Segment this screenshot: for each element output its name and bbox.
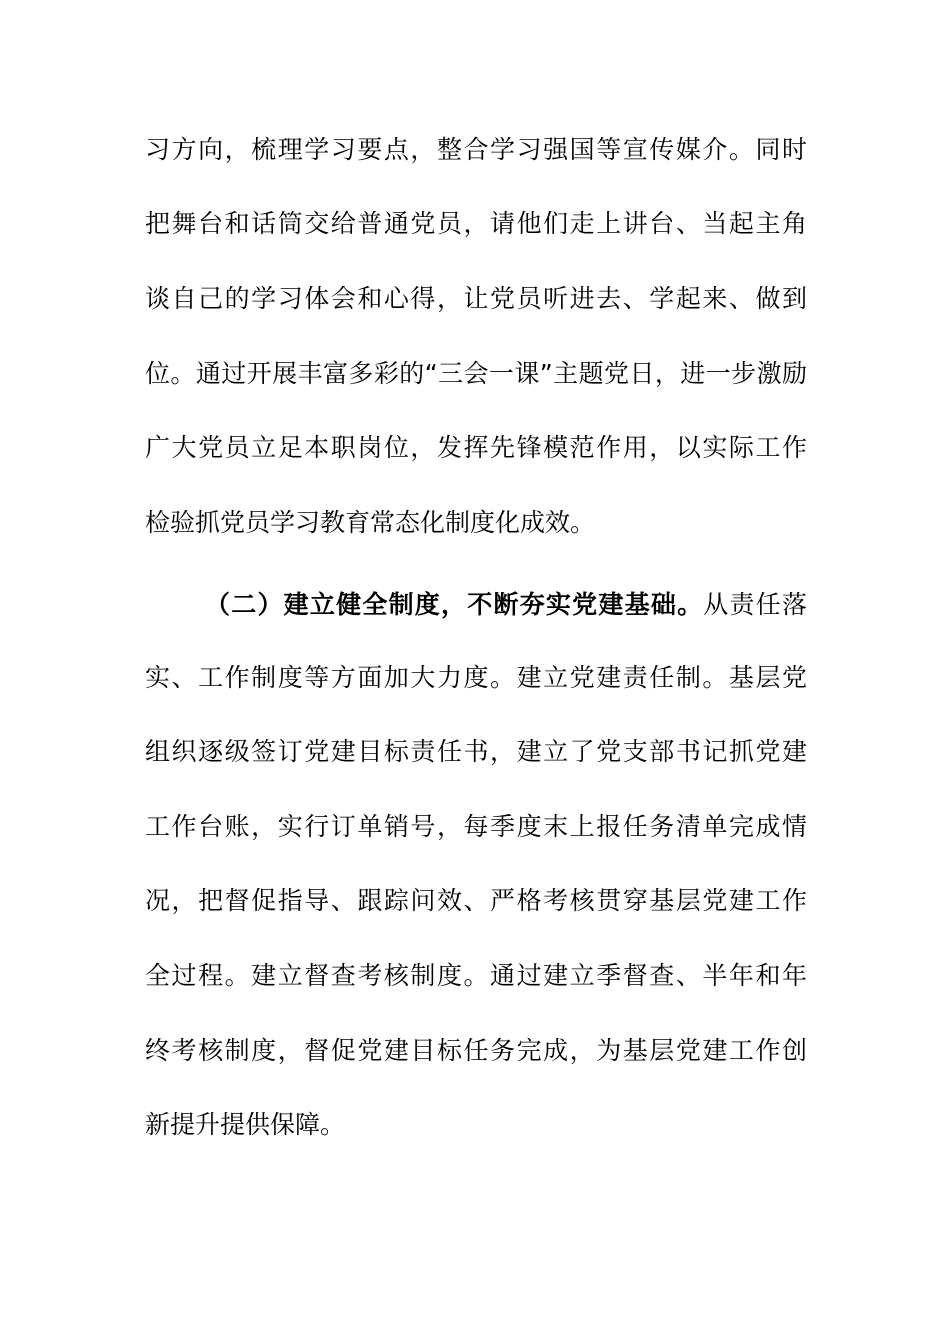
paragraph2-line-7: 终考核制度，督促党建目标任务完成，为基层党建工作创 (145, 1036, 807, 1065)
paragraph2-line-2: 实、工作制度等方面加大力度。建立党建责任制。基层党 (145, 663, 807, 692)
paragraph2-line-1 (205, 585, 807, 625)
paragraph2-line-4: 工作台账，实行订单销号，每季度末上报任务清单完成情 (145, 812, 807, 841)
paragraph1-line-6: 检验抓党员学习教育常态化制度化成效。 (145, 508, 596, 537)
section-heading: （二）建立健全制度，不断夯实党建基础。 (205, 590, 704, 619)
paragraph1-line-3: 谈自己的学习体会和心得，让党员听进去、学起来、做到 (145, 284, 807, 313)
paragraph2-line-3: 组织逐级签订党建目标责任书，建立了党支部书记抓党建 (145, 737, 807, 766)
paragraph1-line-2: 把舞台和话筒交给普通党员，请他们走上讲台、当起主角 (145, 209, 807, 238)
paragraph2-line-1-rest: 从责任落 (703, 590, 807, 619)
paragraph2-line-5: 况，把督促指导、跟踪问效、严格考核贯穿基层党建工作 (145, 886, 807, 915)
paragraph2-line-8: 新提升提供保障。 (145, 1110, 346, 1139)
paragraph2-line-6: 全过程。建立督查考核制度。通过建立季督查、半年和年 (145, 961, 807, 990)
paragraph1-line-5: 广大党员立足本职岗位，发挥先锋模范作用，以实际工作 (145, 433, 807, 462)
paragraph1-line-1: 习方向，梳理学习要点，整合学习强国等宣传媒介。同时 (145, 135, 807, 164)
paragraph1-line-4: 位。通过开展丰富多彩的“三会一课”主题党日，进一步激励 (145, 359, 807, 388)
